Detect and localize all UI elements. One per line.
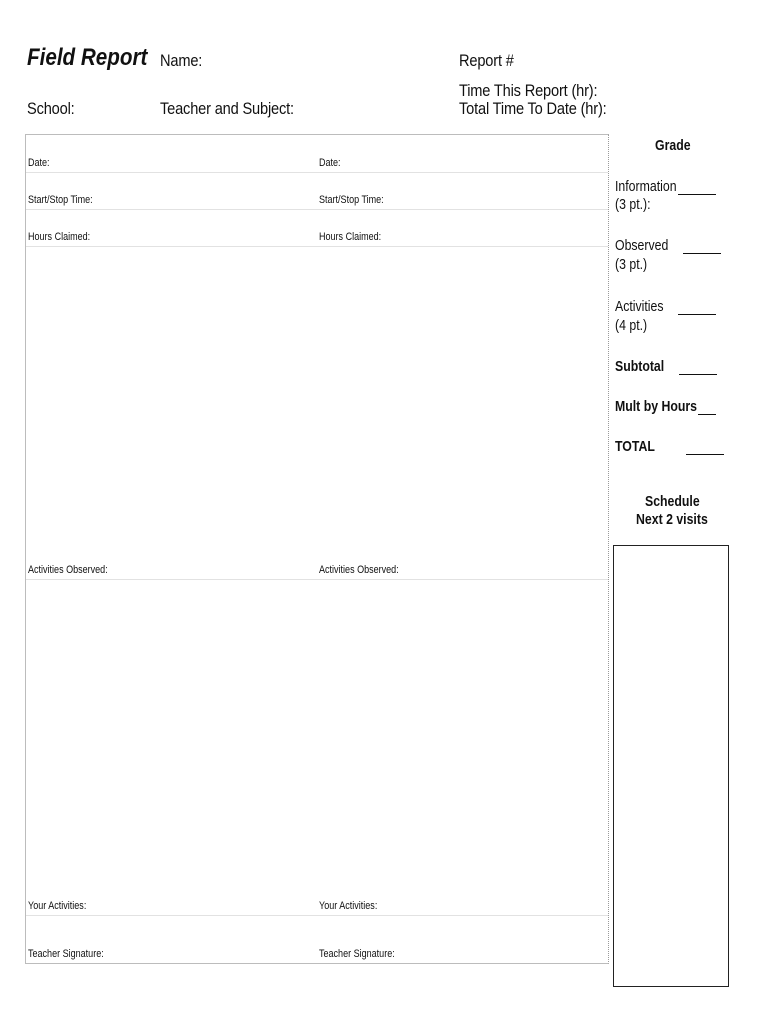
- activities-observed-label: Activities Observed:: [28, 564, 108, 576]
- activities-observed-field[interactable]: [317, 246, 608, 580]
- mult-by-hours-label: Mult by Hours: [615, 398, 697, 415]
- observed-score-blank[interactable]: [683, 239, 721, 254]
- information-label: Information: [615, 178, 677, 195]
- start-stop-label: Start/Stop Time:: [319, 194, 384, 206]
- observed-points: (3 pt.): [615, 256, 648, 273]
- your-activities-field[interactable]: [26, 579, 317, 916]
- subtotal-blank[interactable]: [679, 360, 717, 375]
- subtotal-label: Subtotal: [615, 358, 665, 375]
- information-points: (3 pt.):: [615, 196, 651, 213]
- your-activities-label: Your Activities:: [28, 900, 87, 912]
- grade-title: Grade: [655, 137, 691, 154]
- activities-score-blank[interactable]: [678, 300, 716, 315]
- observed-label: Observed: [615, 237, 669, 254]
- total-label: TOTAL: [615, 438, 655, 455]
- hours-claimed-field[interactable]: [317, 209, 608, 247]
- start-stop-label: Start/Stop Time:: [28, 194, 93, 206]
- hours-claimed-field[interactable]: [26, 209, 317, 247]
- teacher-subject-label: Teacher and Subject:: [160, 99, 294, 118]
- name-label: Name:: [160, 51, 203, 70]
- visit-column-left: [26, 135, 317, 963]
- schedule-box[interactable]: [613, 545, 729, 987]
- visit-column-right: [317, 135, 608, 963]
- total-blank[interactable]: [686, 440, 724, 455]
- teacher-signature-label: Teacher Signature:: [319, 948, 395, 960]
- date-label: Date:: [319, 157, 341, 169]
- hours-claimed-label: Hours Claimed:: [28, 231, 91, 243]
- schedule-subtitle: Next 2 visits: [636, 511, 708, 528]
- activities-label: Activities: [615, 298, 664, 315]
- total-time-label: Total Time To Date (hr):: [459, 99, 607, 118]
- teacher-signature-field[interactable]: [317, 915, 608, 963]
- start-stop-field[interactable]: [317, 172, 608, 210]
- teacher-signature-label: Teacher Signature:: [28, 948, 104, 960]
- your-activities-label: Your Activities:: [319, 900, 378, 912]
- schedule-title: Schedule: [645, 493, 700, 510]
- date-field[interactable]: [317, 135, 608, 173]
- teacher-signature-field[interactable]: [26, 915, 317, 963]
- page-title: Field Report: [27, 44, 148, 71]
- hours-claimed-label: Hours Claimed:: [319, 231, 382, 243]
- date-field[interactable]: [26, 135, 317, 173]
- activities-observed-field[interactable]: [26, 246, 317, 580]
- activities-points: (4 pt.): [615, 317, 648, 334]
- school-label: School:: [27, 99, 75, 118]
- information-score-blank[interactable]: [678, 180, 716, 195]
- your-activities-field[interactable]: [317, 579, 608, 916]
- report-number-label: Report #: [459, 51, 514, 70]
- report-form: [25, 134, 609, 964]
- mult-by-hours-blank[interactable]: [698, 400, 716, 415]
- date-label: Date:: [28, 157, 50, 169]
- activities-observed-label: Activities Observed:: [319, 564, 399, 576]
- time-this-report-label: Time This Report (hr):: [459, 81, 598, 100]
- start-stop-field[interactable]: [26, 172, 317, 210]
